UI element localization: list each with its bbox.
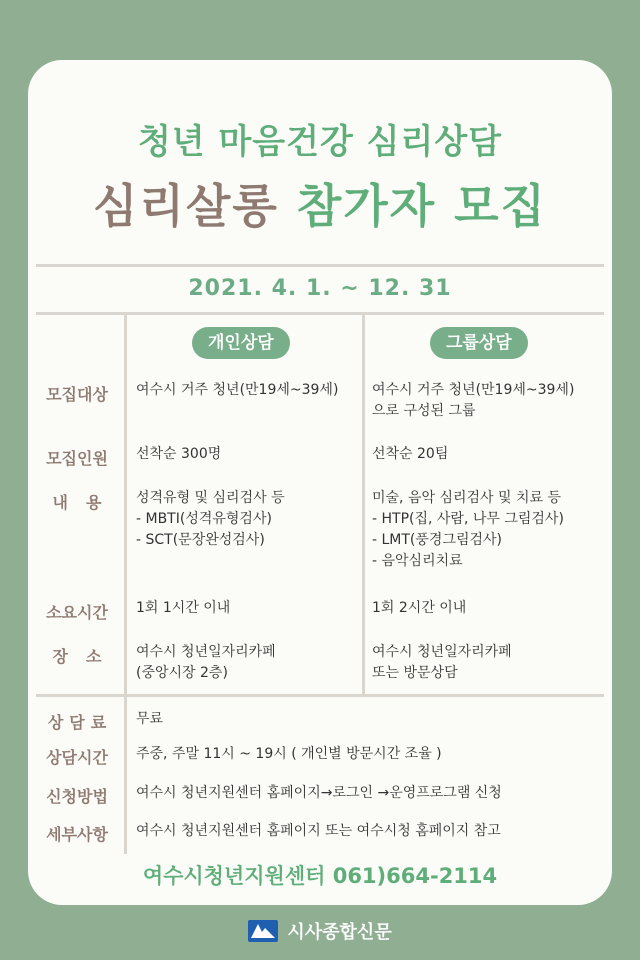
cell-group-content <box>372 488 564 572</box>
cell-individual-target <box>136 380 338 401</box>
cell-line: (중앙시장 2층) <box>136 665 228 681</box>
cell-line: 선착순 300명 <box>136 446 222 462</box>
cell-line: 1회 1시간 이내 <box>136 600 231 616</box>
divider-period <box>36 312 604 315</box>
detail-label-apply: 신청방법 <box>46 787 108 806</box>
cell-line: - MBTI(성격유형검사) <box>136 511 272 527</box>
column-divider-mid <box>362 312 365 694</box>
divider-details <box>36 694 604 697</box>
row-label-count: 모집인원 <box>46 449 108 468</box>
cell-line: - SCT(문장완성검사) <box>136 532 265 548</box>
cell-line: 또는 방문상담 <box>372 665 458 681</box>
cell-line: 선착순 20팀 <box>372 446 449 462</box>
detail-value-fee: 무료 <box>136 711 164 727</box>
cell-line: 1회 2시간 이내 <box>372 600 467 616</box>
cell-individual-content <box>136 488 285 551</box>
details-divider <box>124 694 127 854</box>
detail-value-apply: 여수시 청년지원센터 홈페이지→로그인 →운영프로그램 신청 <box>136 785 502 801</box>
cell-line: 미술, 음악 심리검사 및 치료 등 <box>372 490 561 506</box>
cell-line: 여수시 거주 청년(만19세~39세) <box>372 382 575 398</box>
column-header-individual: 개인상담 <box>192 327 290 359</box>
row-label-content: 내용 <box>52 493 120 512</box>
cell-line: - 음악심리치료 <box>372 553 463 569</box>
cell-line: 여수시 거주 청년(만19세~39세) <box>136 382 339 398</box>
publisher-logo <box>0 918 640 944</box>
divider-top <box>36 264 604 267</box>
cell-individual-duration <box>136 598 230 619</box>
title-recruit: 참가자 모집 <box>296 179 547 233</box>
title-line-1: 청년 마음건강 심리상담 <box>137 122 503 162</box>
detail-label-more: 세부사항 <box>46 825 108 844</box>
publisher-name: 시사종합신문 <box>287 922 392 943</box>
contact-footer: 여수시청년지원센터 061)664-2114 <box>142 864 498 888</box>
cell-line: - LMT(풍경그림검사) <box>372 532 503 548</box>
cell-group-count <box>372 444 448 465</box>
row-label-target: 모집대상 <box>46 385 108 404</box>
column-header-group: 그룹상담 <box>430 327 528 359</box>
cell-group-place <box>372 642 512 684</box>
cell-individual-count <box>136 444 221 465</box>
newspaper-logo-icon <box>248 920 278 942</box>
cell-individual-place <box>136 642 276 684</box>
cell-line: 으로 구성된 그룹 <box>372 403 476 419</box>
column-divider-left <box>124 312 127 694</box>
cell-group-target <box>372 380 574 422</box>
row-label-place: 장소 <box>52 647 120 666</box>
period-text: 2021. 4. 1. ~ 12. 31 <box>188 276 452 301</box>
row-label-duration: 소요시간 <box>46 603 108 622</box>
cell-line: 성격유형 및 심리검사 등 <box>136 490 285 506</box>
title-salon: 심리살롱 <box>93 179 279 233</box>
detail-value-more: 여수시 청년지원센터 홈페이지 또는 여수시청 홈페이지 참고 <box>136 823 501 839</box>
title-line-2 <box>0 170 640 236</box>
cell-group-duration <box>372 598 466 619</box>
cell-line: 여수시 청년일자리카페 <box>136 644 276 660</box>
detail-value-hours: 주중, 주말 11시 ~ 19시 ( 개인별 방문시간 조율 ) <box>136 746 442 762</box>
cell-line: 여수시 청년일자리카페 <box>372 644 512 660</box>
cell-line: - HTP(집, 사람, 나무 그림검사) <box>372 511 564 527</box>
detail-label-hours: 상담시간 <box>46 748 108 767</box>
detail-label-fee: 상담료 <box>47 713 113 732</box>
